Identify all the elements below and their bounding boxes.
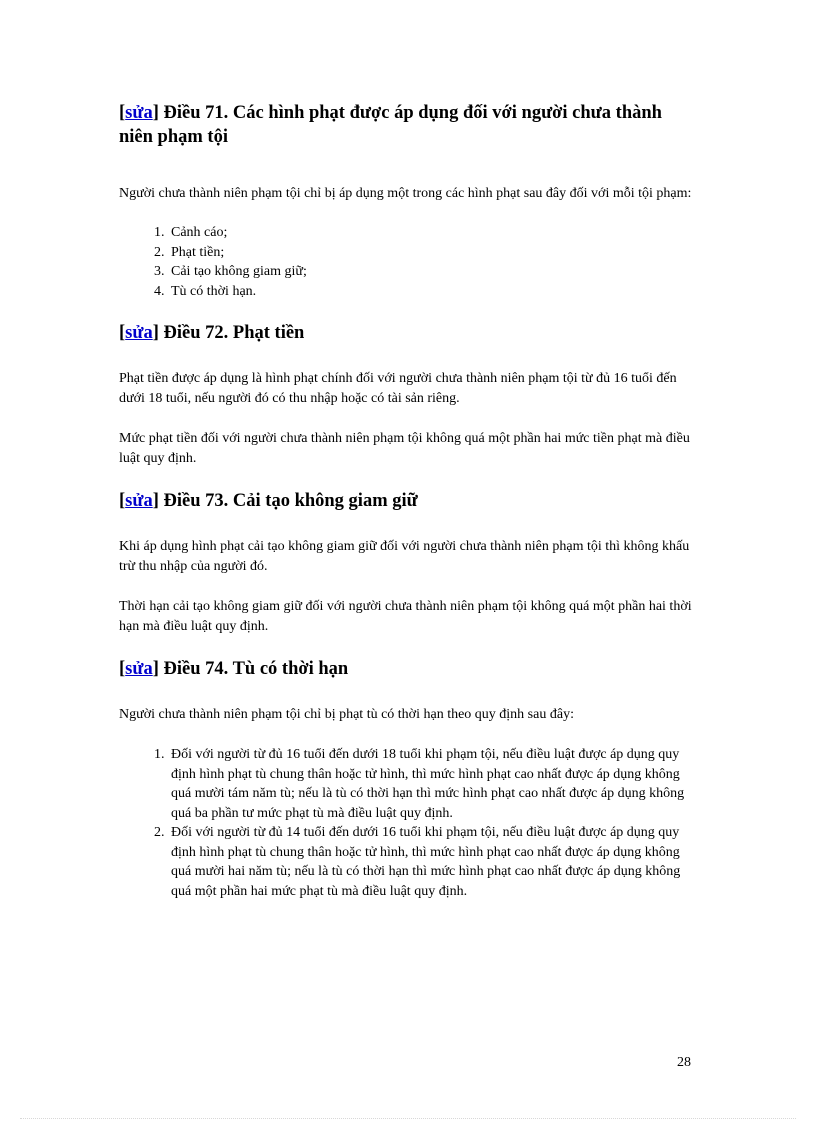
edit-link-wrapper: [sửa] — [119, 659, 159, 679]
article-heading — [119, 657, 699, 681]
list-item: 1. Cảnh cáo; — [168, 223, 699, 243]
article-73 — [119, 489, 699, 637]
list-item: 2. Đối với người từ đủ 14 tuổi đến dưới 16 tuổi khi phạm tội, nếu điều luật được áp dụng quy định hình phạt tù chung thân hoặc tử hình, thì mức hình phạt cao nhất được áp dụng không quá mười hai năm tù; nếu là tù có thời hạn thì mức hình phạt cao nhất được áp dụng không quá một phần hai mức phạt tù mà điều luật quy định. — [168, 823, 699, 901]
heading-text: Điều 71. Các hình phạt được áp dụng đối với người chưa thành niên phạm tội — [119, 103, 662, 147]
edit-link[interactable]: sửa — [125, 103, 153, 123]
article-intro: Người chưa thành niên phạm tội chỉ bị áp dụng một trong các hình phạt sau đây đối với mỗi tội phạm: — [119, 186, 692, 201]
edit-link-wrapper: [sửa] — [119, 323, 159, 343]
page-number: 28 — [677, 1055, 691, 1070]
list-item: 2. Phạt tiền; — [168, 243, 699, 263]
article-74 — [119, 657, 699, 901]
edit-link-wrapper: [sửa] — [119, 103, 159, 123]
article-heading — [119, 101, 699, 149]
edit-link[interactable]: sửa — [125, 659, 153, 679]
list-item: 3. Cải tạo không giam giữ; — [168, 262, 699, 282]
article-heading — [119, 489, 699, 513]
article-72 — [119, 321, 699, 469]
edit-link[interactable]: sửa — [125, 491, 153, 511]
article-paragraph: Mức phạt tiền đối với người chưa thành niên phạm tội không quá một phần hai mức tiền phạt mà điều luật quy định. — [119, 431, 690, 466]
article-paragraph: Phạt tiền được áp dụng là hình phạt chính đối với người chưa thành niên phạm tội từ đủ 16 tuổi đến dưới 18 tuổi, nếu người đó có thu nhập hoặc có tài sản riêng. — [119, 371, 677, 406]
article-paragraph: Khi áp dụng hình phạt cải tạo không giam giữ đối với người chưa thành niên phạm tội thì không khấu trừ thu nhập của người đó. — [119, 539, 690, 574]
page-bottom-divider — [20, 1118, 796, 1119]
article-71 — [119, 101, 699, 301]
sentence-rules-list — [119, 745, 699, 901]
article-heading — [119, 321, 699, 345]
edit-link-wrapper: [sửa] — [119, 491, 159, 511]
list-item: 4. Tù có thời hạn. — [168, 282, 699, 302]
penalty-list — [119, 223, 699, 301]
heading-text: Điều 74. Tù có thời hạn — [163, 659, 349, 679]
heading-text: Điều 72. Phạt tiền — [163, 323, 305, 343]
list-item: 1. Đối với người từ đủ 16 tuổi đến dưới 18 tuổi khi phạm tội, nếu điều luật được áp dụng quy định hình phạt tù chung thân hoặc tử hình, thì mức hình phạt cao nhất được áp dụng không quá mười tám năm tù; nếu là tù có thời hạn thì mức hình phạt cao nhất được áp dụng không quá ba phần tư mức phạt tù mà điều luật quy định. — [168, 745, 699, 823]
article-paragraph: Thời hạn cải tạo không giam giữ đối với người chưa thành niên phạm tội không quá một phần hai thời hạn mà điều luật quy định. — [119, 599, 692, 634]
page-content — [119, 101, 699, 901]
heading-text: Điều 73. Cải tạo không giam giữ — [163, 491, 418, 511]
edit-link[interactable]: sửa — [125, 323, 153, 343]
article-intro: Người chưa thành niên phạm tội chỉ bị phạt tù có thời hạn theo quy định sau đây: — [119, 707, 574, 722]
